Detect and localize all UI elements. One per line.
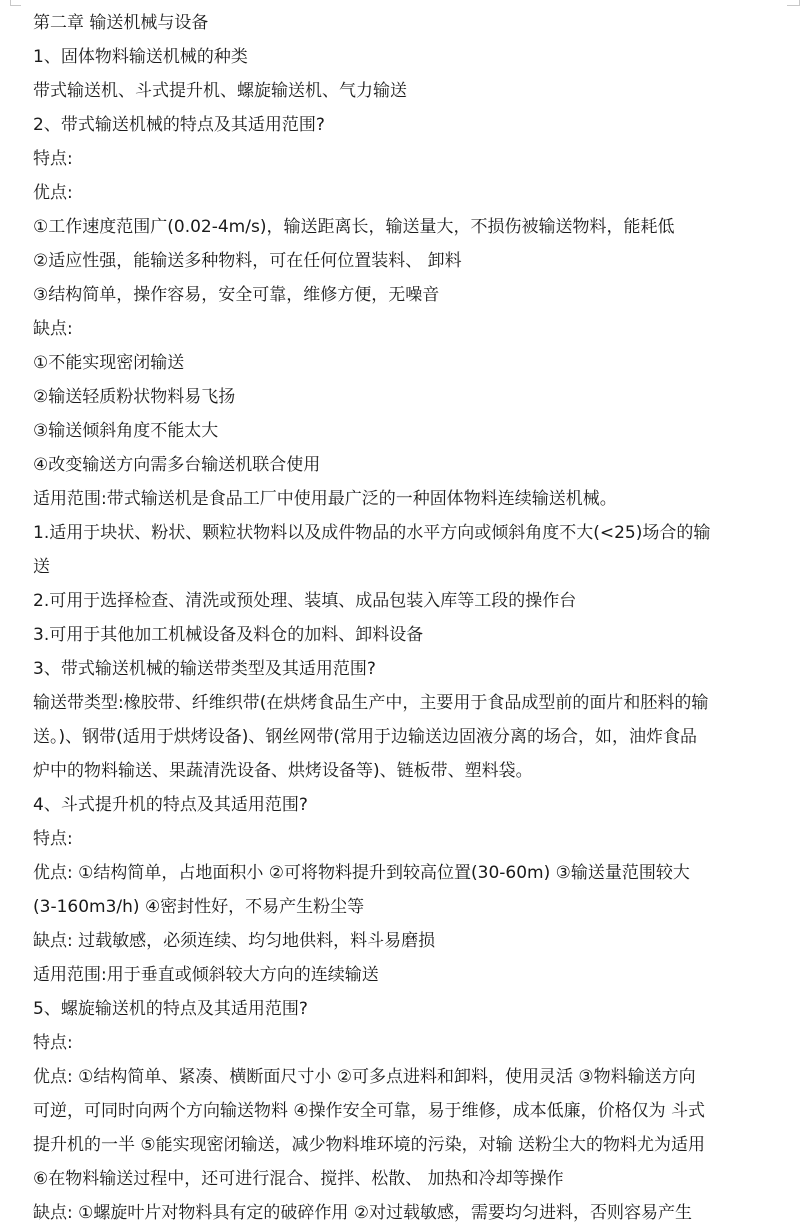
list-item: ③结构简单，操作容易，安全可靠，维修方便，无噪音 [33,285,440,305]
text-line: 送。)、钢带(适用于烘烤设备)、钢丝网带(常用于边输送边固液分离的场合，如，油炸食品 [33,727,698,747]
text-line: 优点: [33,183,73,203]
text-line: 可逆，可同时向两个方向输送物料 ④操作安全可靠，易于维修，成本低廉，价格仅为 斗式 [33,1101,706,1121]
list-item: ②适应性强，能输送多种物料，可在任何位置装料、 卸料 [33,251,462,271]
section-heading: 4、斗式提升机的特点及其适用范围? [33,795,308,815]
text-line: 输送带类型:橡胶带、纤维织带(在烘烤食品生产中，主要用于食品成型前的面片和胚料的输 [33,693,709,713]
page-corner-mark-left [10,0,21,6]
section-heading: 2、带式输送机械的特点及其适用范围? [33,115,325,135]
text-line: 特点: [33,829,73,849]
text-line: 优点: ①结构简单、紧凑、横断面尺寸小 ②可多点进料和卸料，使用灵活 ③物料输送方向 [33,1067,696,1087]
page-corner-mark-right [787,0,800,6]
list-item: ②输送轻质粉状物料易飞扬 [33,387,236,407]
document-body [33,6,768,1230]
text-line: 缺点: 过载敏感，必须连续、均匀地供料，料斗易磨损 [33,931,436,951]
text-line: (3-160m3/h) ④密封性好，不易产生粉尘等 [33,897,365,917]
text-line: 1.适用于块状、粉状、颗粒状物料以及成件物品的水平方向或倾斜角度不大(<25)场合的输 [33,523,711,543]
text-line: 特点: [33,149,73,169]
list-item: ①不能实现密闭输送 [33,353,185,373]
text-line: 缺点: ①螺旋叶片对物料具有定的破碎作用 ②对过载敏感，需要均匀进料，否则容易产生 [33,1203,693,1223]
list-item: ③输送倾斜角度不能太大 [33,421,219,441]
text-line: 提升机的一半 ⑤能实现密闭输送，减少物料堆环境的污染，对输 送粉尘大的物料尤为适用 [33,1135,706,1155]
text-line: 炉中的物料输送、果蔬清洗设备、烘烤设备等)、链板带、塑料袋。 [33,761,533,781]
text-line: 缺点: [33,319,73,339]
text-line: 适用范围:用于垂直或倾斜较大方向的连续输送 [33,965,379,985]
text-line: 优点: ①结构简单，占地面积小 ②可将物料提升到较高位置(30-60m) ③输送量范围较大 [33,863,690,883]
text-line: ⑥在物料输送过程中，还可进行混合、搅拌、松散、 加热和冷却等操作 [33,1169,564,1189]
section-heading: 5、螺旋输送机的特点及其适用范围? [33,999,308,1019]
text-line: 特点: [33,1033,73,1053]
list-item: ④改变输送方向需多台输送机联合使用 [33,455,321,475]
chapter-title: 第二章 输送机械与设备 [33,13,209,33]
text-line: 送 [33,557,50,577]
text-line: 3.可用于其他加工机械设备及料仓的加料、卸料设备 [33,625,424,645]
text-line: 2.可用于选择检查、清洗或预处理、装填、成品包装入库等工段的操作台 [33,591,577,611]
section-heading: 3、带式输送机械的输送带类型及其适用范围? [33,659,376,679]
section-heading: 1、固体物料输送机械的种类 [33,47,248,67]
text-line: 带式输送机、斗式提升机、螺旋输送机、气力输送 [33,81,407,101]
text-line: 适用范围:带式输送机是食品工厂中使用最广泛的一种固体物料连续输送机械。 [33,489,617,509]
list-item: ①工作速度范围广(0.02-4m/s)，输送距离长，输送量大，不损伤被输送物料，能耗低 [33,217,675,237]
